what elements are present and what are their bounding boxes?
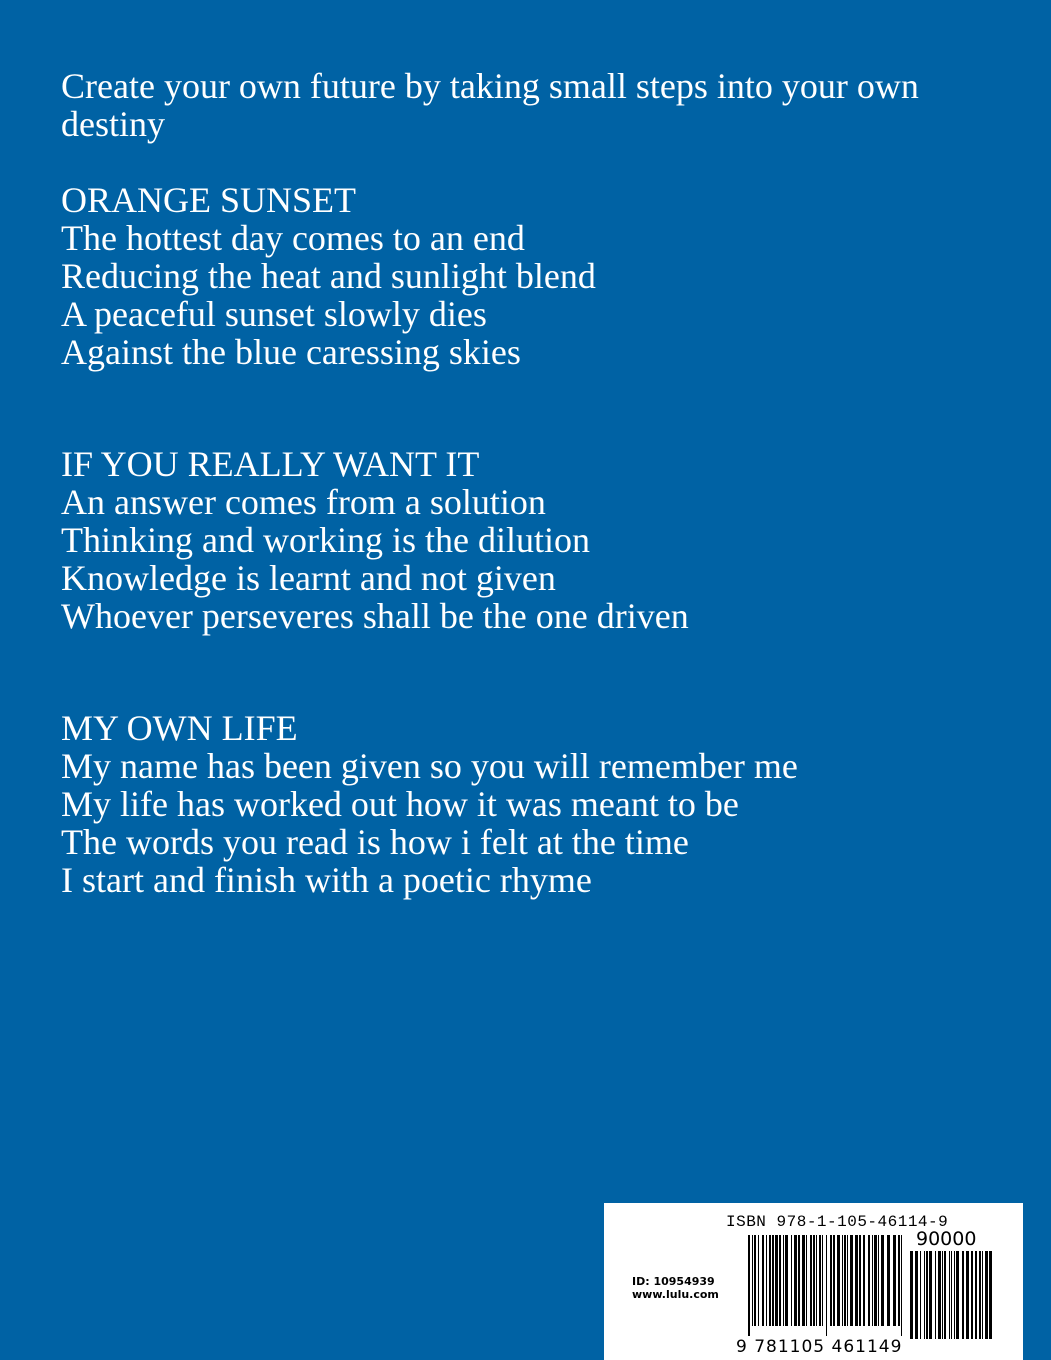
barcode-bar	[938, 1251, 941, 1339]
barcode-bar	[847, 1235, 848, 1326]
barcode-bar	[910, 1251, 913, 1339]
barcode-bar	[971, 1251, 973, 1339]
barcode-bar	[924, 1251, 925, 1339]
poem-title: ORANGE SUNSET	[61, 180, 357, 220]
barcode-bar	[762, 1235, 764, 1326]
barcode-bar	[822, 1235, 823, 1326]
tagline: Create your own future by taking small steps into your own destiny	[61, 66, 919, 144]
poem-line: Against the blue caressing skies	[61, 332, 521, 372]
poem-line: Whoever perseveres shall be the one driven	[61, 596, 689, 636]
barcode-bar	[826, 1235, 827, 1336]
barcode-bar	[785, 1235, 788, 1326]
barcode-bar	[758, 1235, 759, 1326]
isbn-label: ISBN 978-1-105-46114-9	[726, 1213, 949, 1231]
barcode-bar	[766, 1235, 767, 1326]
barcode-bar	[850, 1235, 853, 1326]
barcode-panel	[604, 1203, 1023, 1360]
poem-line: An answer comes from a solution	[61, 482, 546, 522]
barcode-bar	[810, 1235, 812, 1326]
barcode-bar	[956, 1251, 959, 1339]
barcode-bar	[775, 1235, 778, 1326]
barcode-bar	[791, 1235, 792, 1326]
barcode-bar	[868, 1235, 870, 1326]
barcode-bar	[863, 1235, 865, 1326]
poem-line: Thinking and working is the dilution	[61, 520, 590, 560]
barcode-bar	[949, 1251, 950, 1339]
ean-barcode	[748, 1235, 904, 1336]
barcode-bar	[915, 1251, 918, 1339]
poem-line: The hottest day comes to an end	[61, 218, 525, 258]
poem-line: Knowledge is learnt and not given	[61, 558, 556, 598]
poem-title: IF YOU REALLY WANT IT	[61, 444, 480, 484]
barcode-bar	[813, 1235, 815, 1326]
barcode-bar	[966, 1251, 969, 1339]
barcode-bar	[942, 1251, 943, 1339]
barcode-bar	[929, 1251, 932, 1339]
barcode-bar	[794, 1235, 797, 1326]
barcode-bar	[901, 1235, 902, 1336]
barcode-bar	[802, 1235, 805, 1326]
barcode-bar	[837, 1235, 840, 1326]
ean-digits: 9 781105 461149	[736, 1337, 903, 1357]
barcode-bar	[842, 1235, 843, 1326]
poem-title: MY OWN LIFE	[61, 708, 298, 748]
barcode-bar	[748, 1235, 750, 1336]
barcode-bar	[752, 1235, 753, 1326]
barcode-bar	[979, 1251, 981, 1339]
site-label: www.lulu.com	[632, 1288, 719, 1301]
barcode-bar	[844, 1235, 846, 1326]
barcode-bar	[944, 1251, 946, 1339]
poem-line: My life has worked out how it was meant to be	[61, 784, 739, 824]
addon-barcode	[910, 1251, 992, 1349]
barcode-bar	[975, 1251, 977, 1339]
barcode-bar	[830, 1235, 832, 1326]
barcode-bar	[754, 1235, 756, 1326]
barcode-bar	[935, 1251, 936, 1339]
barcode-bar	[985, 1251, 988, 1339]
poem-orange-sunset	[61, 181, 596, 371]
barcode-bar	[982, 1251, 983, 1339]
barcode-bar	[893, 1235, 896, 1326]
poem-line: The words you read is how i felt at the time	[61, 822, 689, 862]
barcode-bar	[819, 1235, 821, 1326]
barcode-bar	[881, 1235, 884, 1326]
barcode-bar	[769, 1235, 771, 1326]
barcode-bar	[920, 1251, 921, 1339]
barcode-bar	[855, 1235, 858, 1326]
poem-line: My name has been given so you will remember me	[61, 746, 798, 786]
barcode-bar	[989, 1251, 992, 1339]
price-code: 90000	[916, 1228, 977, 1250]
barcode-bar	[798, 1235, 800, 1326]
poem-my-own-life	[61, 709, 798, 899]
poem-line: I start and finish with a poetic rhyme	[61, 860, 592, 900]
barcode-bar	[962, 1251, 964, 1339]
barcode-bar	[859, 1235, 861, 1326]
barcode-bar	[951, 1251, 952, 1339]
barcode-bar	[772, 1235, 774, 1326]
barcode-bar	[874, 1235, 877, 1326]
barcode-bar	[779, 1235, 781, 1326]
poem-if-you-really-want-it	[61, 445, 689, 635]
barcode-bar	[833, 1235, 835, 1326]
barcode-bar	[954, 1251, 955, 1339]
barcode-bar	[878, 1235, 879, 1326]
barcode-bar	[872, 1235, 873, 1326]
barcode-bar	[926, 1251, 928, 1339]
barcode-bar	[887, 1235, 890, 1326]
barcode-bar	[806, 1235, 807, 1326]
id-label: ID: 10954939	[632, 1275, 715, 1288]
lulu-id-block	[632, 1275, 719, 1301]
barcode-bar	[783, 1235, 784, 1326]
barcode-bar	[816, 1235, 817, 1326]
poem-line: A peaceful sunset slowly dies	[61, 294, 487, 334]
barcode-bar	[898, 1235, 900, 1326]
poem-line: Reducing the heat and sunlight blend	[61, 256, 596, 296]
